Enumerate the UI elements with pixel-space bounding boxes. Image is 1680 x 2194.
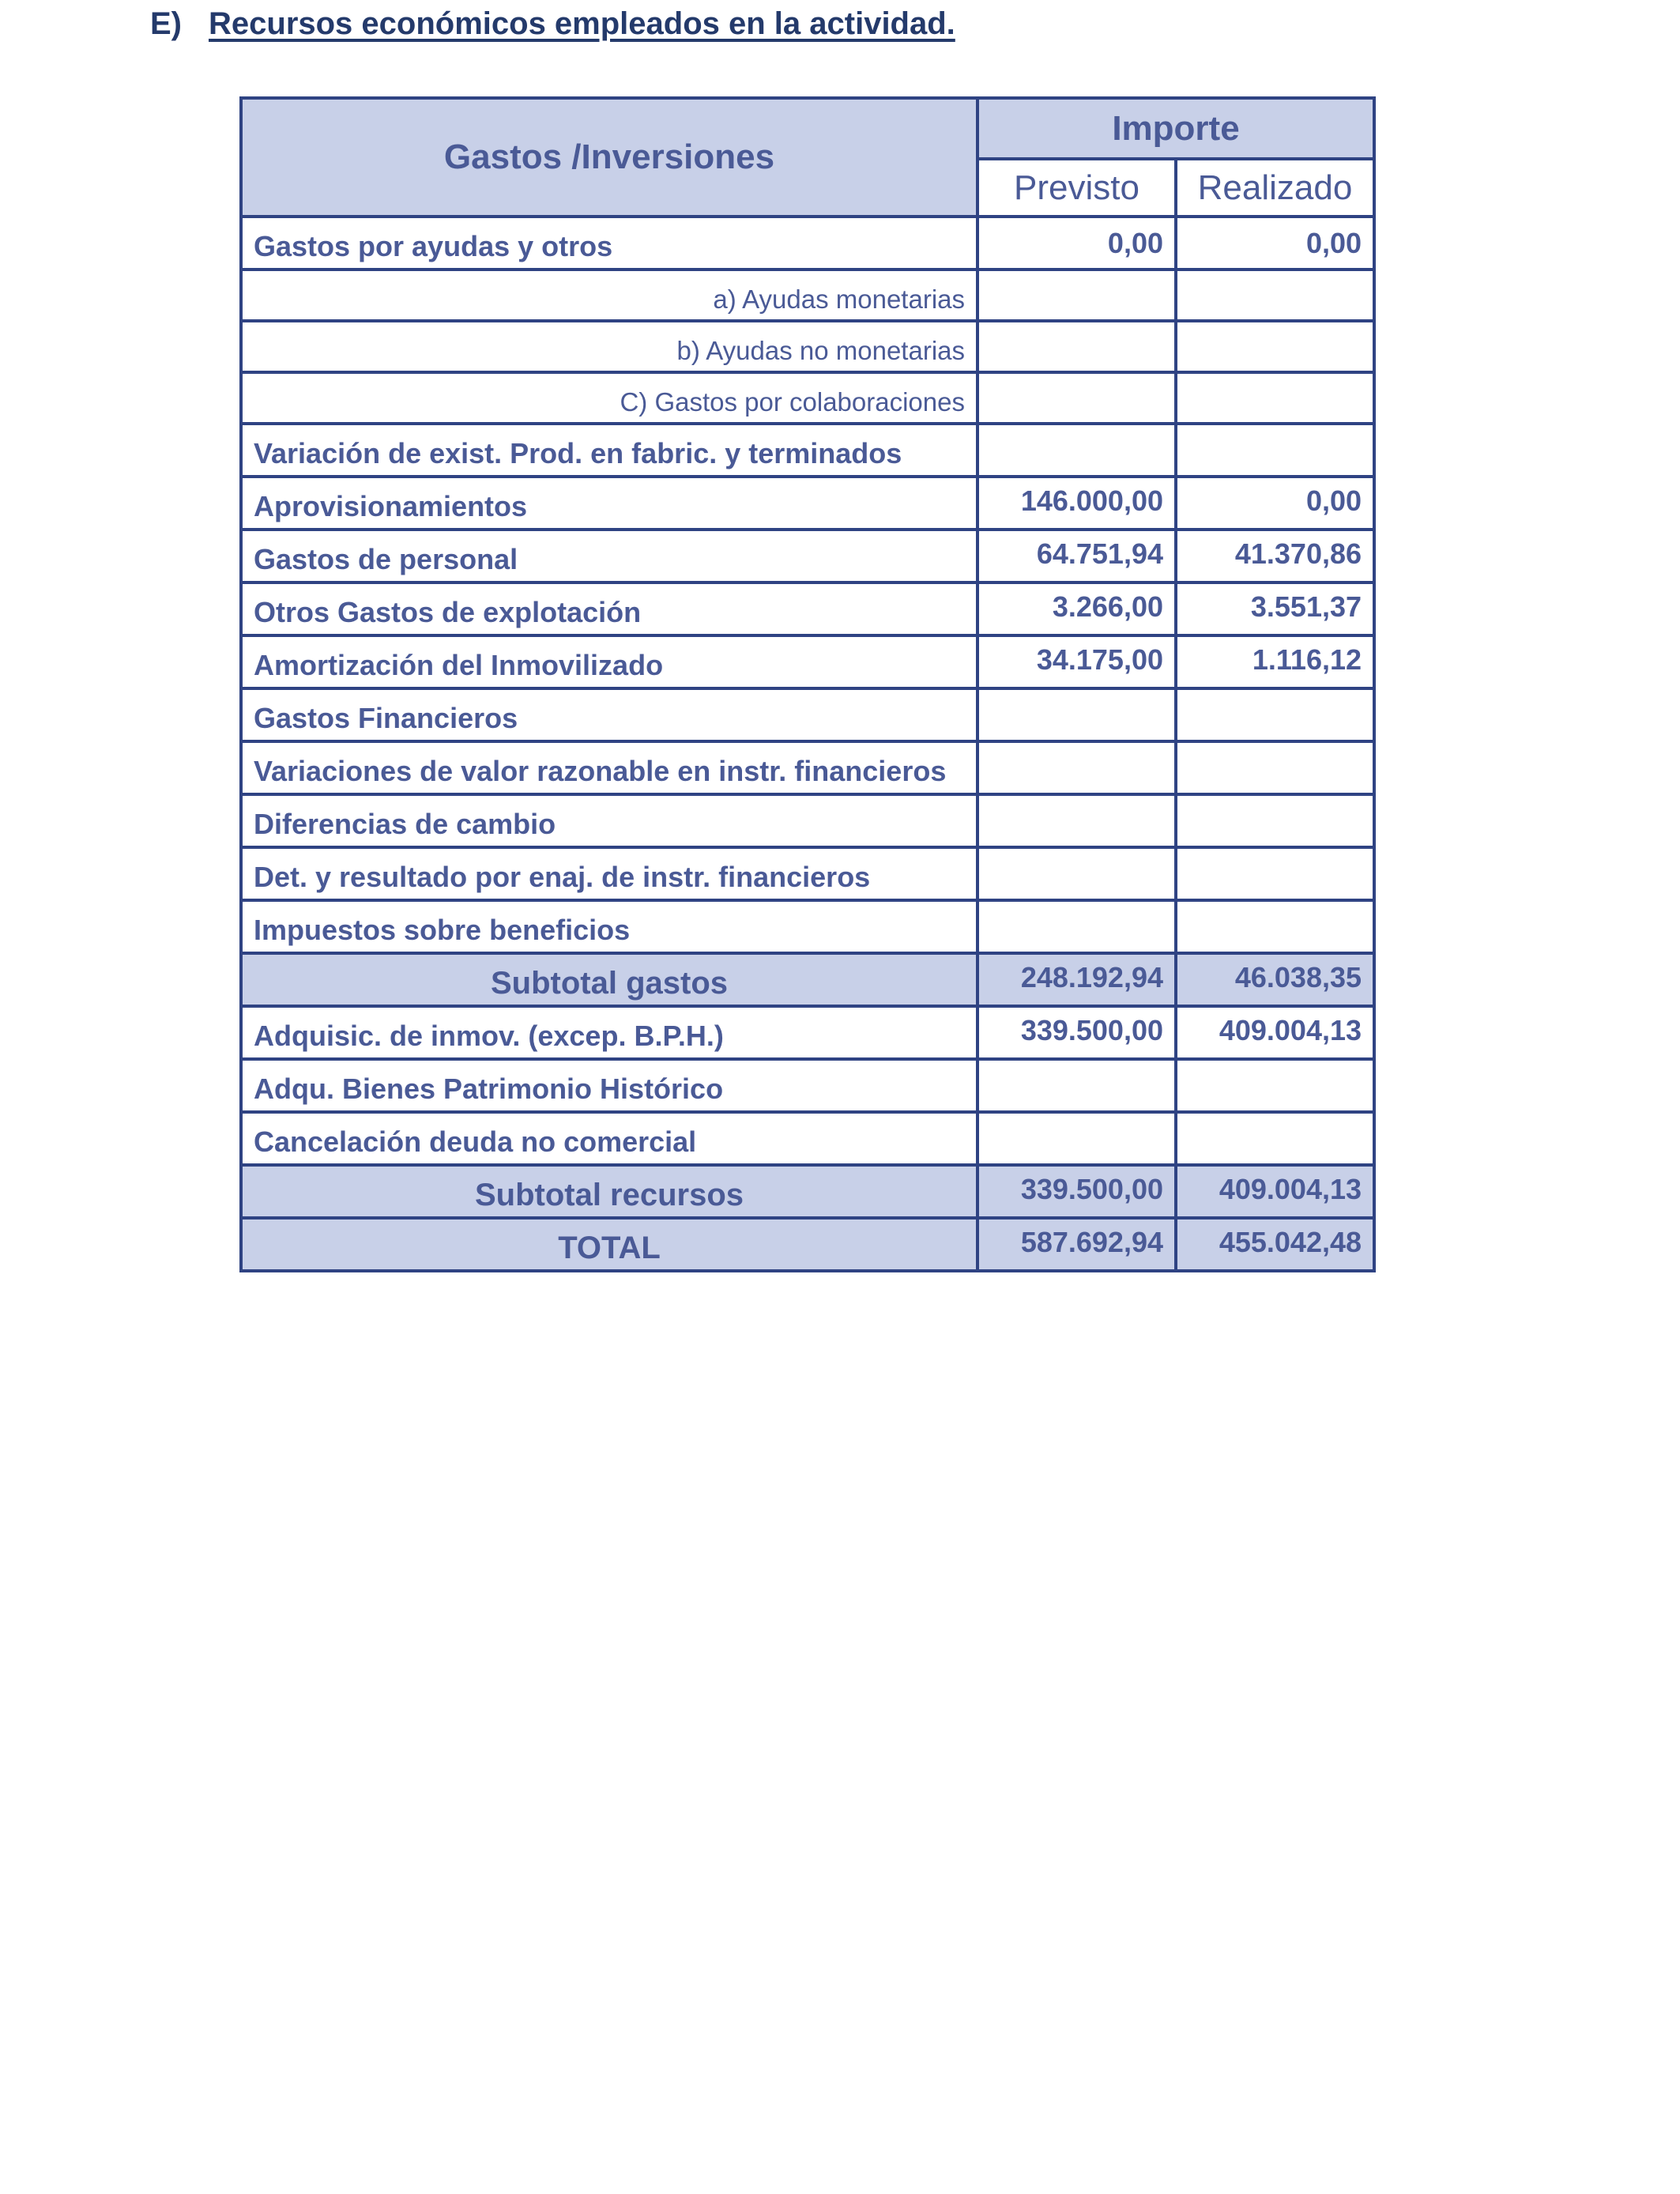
table-row [241, 635, 1374, 688]
header-previsto: Previsto [977, 159, 1176, 217]
row-label: Variación de exist. Prod. en fabric. y terminados [241, 424, 977, 477]
row-previsto: 34.175,00 [977, 635, 1176, 688]
row-previsto: 339.500,00 [977, 1006, 1176, 1059]
row-realizado: 409.004,13 [1176, 1165, 1374, 1218]
row-label: Adquisic. de inmov. (excep. B.P.H.) [241, 1006, 977, 1059]
row-previsto: 0,00 [977, 217, 1176, 270]
row-previsto [977, 321, 1176, 372]
table-row [241, 741, 1374, 794]
row-previsto [977, 794, 1176, 847]
row-realizado: 41.370,86 [1176, 530, 1374, 582]
table-row [241, 321, 1374, 372]
row-previsto: 248.192,94 [977, 953, 1176, 1006]
row-label: Subtotal gastos [241, 953, 977, 1006]
row-realizado [1176, 900, 1374, 953]
table-row [241, 217, 1374, 270]
table-row [241, 477, 1374, 530]
row-realizado: 1.116,12 [1176, 635, 1374, 688]
row-previsto [977, 847, 1176, 900]
row-label: Gastos Financieros [241, 688, 977, 741]
row-realizado [1176, 1112, 1374, 1165]
row-previsto [977, 900, 1176, 953]
row-label: Det. y resultado por enaj. de instr. financieros [241, 847, 977, 900]
row-label: Diferencias de cambio [241, 794, 977, 847]
header-gastos-inversiones: Gastos /Inversiones [241, 98, 977, 217]
row-realizado [1176, 424, 1374, 477]
row-realizado [1176, 688, 1374, 741]
table-row [241, 688, 1374, 741]
row-realizado: 455.042,48 [1176, 1218, 1374, 1271]
row-previsto [977, 741, 1176, 794]
row-realizado: 3.551,37 [1176, 582, 1374, 635]
subtotal-recursos-row [241, 1165, 1374, 1218]
header-importe: Importe [977, 98, 1374, 159]
row-realizado [1176, 741, 1374, 794]
row-previsto [977, 270, 1176, 321]
row-label: C) Gastos por colaboraciones [241, 372, 977, 424]
table-row [241, 794, 1374, 847]
row-realizado [1176, 847, 1374, 900]
subtotal-gastos-row [241, 953, 1374, 1006]
row-label: Cancelación deuda no comercial [241, 1112, 977, 1165]
section-heading [150, 6, 955, 42]
table-row [241, 1006, 1374, 1059]
section-title: Recursos económicos empleados en la actividad. [209, 6, 955, 41]
row-label: Amortización del Inmovilizado [241, 635, 977, 688]
table-row [241, 270, 1374, 321]
row-realizado: 409.004,13 [1176, 1006, 1374, 1059]
total-row [241, 1218, 1374, 1271]
table-row [241, 900, 1374, 953]
row-realizado [1176, 270, 1374, 321]
row-realizado [1176, 1059, 1374, 1112]
table-row [241, 530, 1374, 582]
row-previsto [977, 1059, 1176, 1112]
table-row [241, 847, 1374, 900]
table-row [241, 1059, 1374, 1112]
table-row [241, 1112, 1374, 1165]
section-letter: E) [150, 6, 182, 41]
row-previsto [977, 1112, 1176, 1165]
table-row [241, 424, 1374, 477]
header-row [241, 98, 1374, 159]
row-previsto: 146.000,00 [977, 477, 1176, 530]
row-previsto [977, 688, 1176, 741]
table-row [241, 372, 1374, 424]
row-realizado [1176, 794, 1374, 847]
row-label: Otros Gastos de explotación [241, 582, 977, 635]
row-label: Gastos de personal [241, 530, 977, 582]
row-previsto: 339.500,00 [977, 1165, 1176, 1218]
resources-table [239, 96, 1376, 1272]
row-label: Gastos por ayudas y otros [241, 217, 977, 270]
row-previsto: 587.692,94 [977, 1218, 1176, 1271]
row-realizado [1176, 372, 1374, 424]
row-realizado: 0,00 [1176, 477, 1374, 530]
row-label: Subtotal recursos [241, 1165, 977, 1218]
row-label: TOTAL [241, 1218, 977, 1271]
header-realizado: Realizado [1176, 159, 1374, 217]
table-row [241, 582, 1374, 635]
row-label: a) Ayudas monetarias [241, 270, 977, 321]
row-label: b) Ayudas no monetarias [241, 321, 977, 372]
row-label: Adqu. Bienes Patrimonio Histórico [241, 1059, 977, 1112]
row-label: Impuestos sobre beneficios [241, 900, 977, 953]
row-realizado [1176, 321, 1374, 372]
row-previsto [977, 424, 1176, 477]
row-realizado: 46.038,35 [1176, 953, 1374, 1006]
row-label: Variaciones de valor razonable en instr. financieros [241, 741, 977, 794]
row-previsto [977, 372, 1176, 424]
row-previsto: 64.751,94 [977, 530, 1176, 582]
row-label: Aprovisionamientos [241, 477, 977, 530]
row-previsto: 3.266,00 [977, 582, 1176, 635]
row-realizado: 0,00 [1176, 217, 1374, 270]
